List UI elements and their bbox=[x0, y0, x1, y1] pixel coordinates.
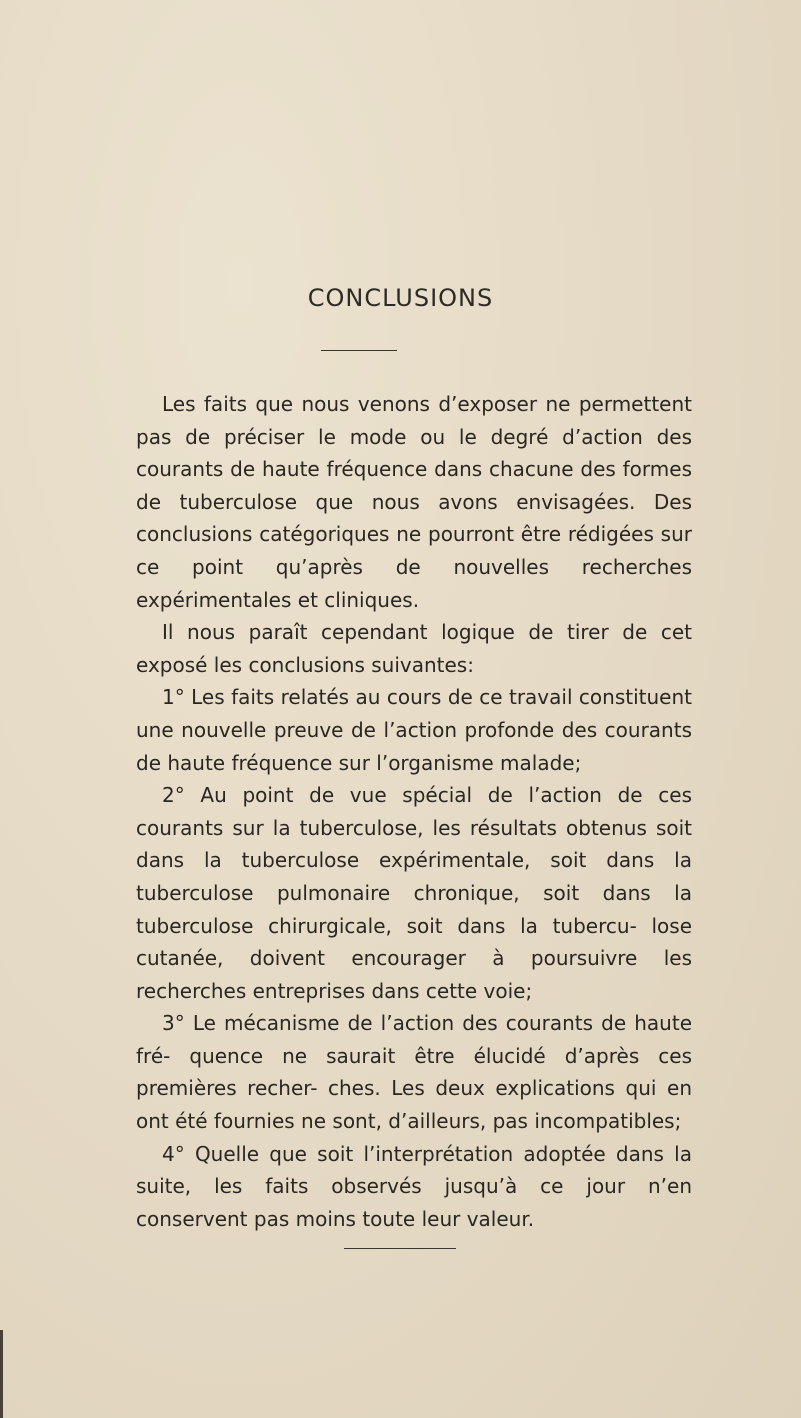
conclusion-item-2: 2° Au point de vue spécial de l’action de ces courants sur la tuberculose, les résultats obtenus soit dans la tuberculose expérimentale, soit dans la tuberculose pulmonaire chronique, soit dans la tuberculose chirurgicale, soit dans la tubercu- lose cutanée, doivent encourager à poursuivre les recherches entreprises dans cette voie; bbox=[136, 783, 692, 1003]
end-rule bbox=[344, 1248, 456, 1249]
conclusion-item-4: 4° Quelle que soit l’interprétation adoptée dans la suite, les faits observés jusqu’à ce jour n’en conservent pas moins toute leur valeur. bbox=[136, 1141, 692, 1231]
conclusion-item-3: 3° Le mécanisme de l’action des courants de haute fré- quence ne saurait être élucidé d’après ces premières recher- ches. Les deux explications qui en ont été fournies ne sont, d’ailleurs, pas incompatibles; bbox=[136, 1011, 692, 1134]
page-title: CONCLUSIONS bbox=[307, 284, 494, 312]
paragraph-transition: Il nous paraît cependant logique de tirer de cet exposé les conclusions suivantes: bbox=[136, 620, 692, 677]
body-text bbox=[136, 388, 692, 1235]
page-edge-shadow bbox=[0, 1330, 3, 1418]
conclusion-item-1: 1° Les faits relatés au cours de ce travail constituent une nouvelle preuve de l’action profonde des courants de haute fréquence sur l’organisme malade; bbox=[136, 685, 692, 775]
paragraph-intro: Les faits que nous venons d’exposer ne permettent pas de préciser le mode ou le degré d’action des courants de haute fréquence dans chacune des formes de tuberculose que nous avons envisagées. Des conclusions catégoriques ne pourront être rédigées sur ce point qu’après de nouvelles recherches expérimentales et cliniques. bbox=[136, 392, 692, 612]
title-rule bbox=[321, 350, 397, 351]
